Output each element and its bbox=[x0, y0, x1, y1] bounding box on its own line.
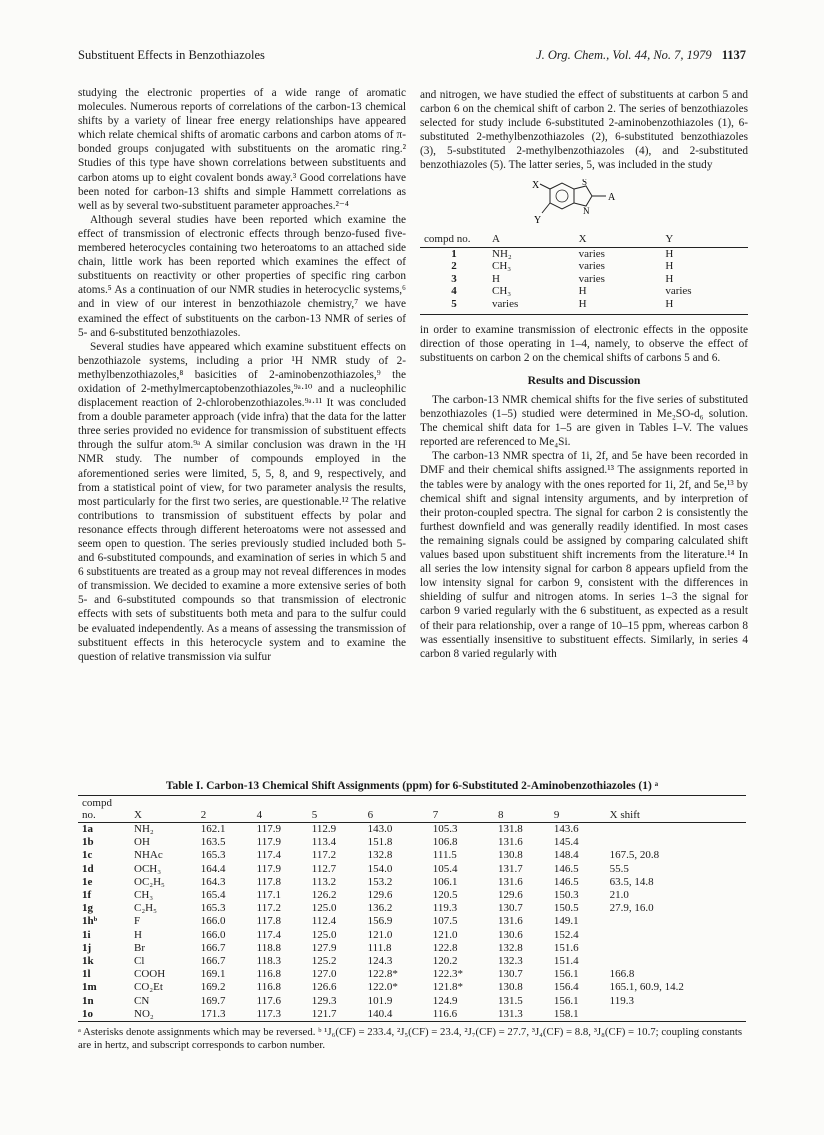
compd-header: compd no. bbox=[420, 231, 488, 248]
table-row bbox=[78, 876, 746, 889]
table-cell: 117.9 bbox=[256, 862, 281, 875]
shift-table bbox=[78, 795, 746, 1022]
table-cell: 165.4 bbox=[200, 889, 226, 902]
table-row bbox=[420, 273, 748, 286]
column-header: 6 bbox=[364, 796, 429, 823]
table-cell: 127.9 bbox=[311, 941, 337, 954]
table-cell: 156.9 bbox=[367, 915, 393, 928]
table-cell: 122.0* bbox=[367, 981, 398, 994]
table-cell: 105.4 bbox=[432, 862, 458, 875]
table-row bbox=[78, 981, 746, 994]
table-cell: H bbox=[661, 298, 748, 314]
table-cell: CH₃ bbox=[492, 285, 512, 298]
table-cell: H bbox=[492, 272, 500, 285]
table-cell: 131.6 bbox=[498, 836, 523, 849]
nitrogen-label: N bbox=[583, 205, 590, 216]
compound-table-header bbox=[420, 231, 748, 248]
substituent-y-label: Y bbox=[534, 214, 542, 226]
a-header: A bbox=[488, 231, 575, 248]
table-cell: 166.8 bbox=[609, 968, 635, 981]
substituent-x-label: X bbox=[532, 179, 540, 191]
table-row bbox=[78, 902, 746, 915]
table-row bbox=[78, 889, 746, 902]
table-cell: 119.3 bbox=[609, 994, 635, 1007]
table-cell: 117.9 bbox=[256, 836, 281, 849]
table-cell: 120.2 bbox=[432, 955, 458, 968]
table-1-caption: Table I. Carbon-13 Chemical Shift Assignments (ppm) for 6-Substituted 2-Aminobenzothiazoles (1) ᵃ bbox=[165, 780, 659, 792]
table-cell: 132.8 bbox=[367, 849, 393, 862]
table-cell: 146.5 bbox=[553, 862, 579, 875]
table-cell: 166.0 bbox=[200, 928, 226, 941]
table-cell: OH bbox=[134, 836, 150, 849]
column-header: 2 bbox=[197, 796, 253, 823]
table-row bbox=[78, 863, 746, 876]
table-cell: 164.4 bbox=[200, 862, 226, 875]
column-header: 9 bbox=[550, 796, 606, 823]
table-cell: 136.2 bbox=[367, 902, 393, 915]
table-cell: H bbox=[134, 928, 142, 941]
table-cell: 125.0 bbox=[311, 928, 337, 941]
table-cell: 121.0 bbox=[367, 928, 393, 941]
table-cell: 55.5 bbox=[609, 862, 629, 875]
table-cell: 150.3 bbox=[553, 889, 579, 902]
table-cell: 112.4 bbox=[311, 915, 337, 928]
table-cell: 1b bbox=[82, 836, 94, 849]
right-paragraph-1: and nitrogen, we have studied the effect of substituents at carbon 5 and carbon 6 on the chemical shift of carbon 2. The series of benzothiazoles selected for study include 6-substituted 2-aminobenzothiazoles (1), 6-substituted 2-methylbenzothiazoles (2), 6-substituted benzothiazoles (3), 5-substituted 2-methylbenzothiazoles (4), and 2-substituted benzothiazoles (5). The latter series, 5, was included in the study bbox=[420, 89, 748, 172]
table-cell: 126.6 bbox=[311, 981, 337, 994]
table-row bbox=[78, 836, 746, 849]
table-cell: 140.4 bbox=[367, 1007, 393, 1020]
table-cell: 165.3 bbox=[200, 902, 226, 915]
table-cell: 151.6 bbox=[553, 941, 579, 954]
table-cell: NH₂ bbox=[492, 247, 512, 260]
table-cell: H bbox=[665, 260, 674, 273]
sulfur-label: S bbox=[582, 178, 588, 187]
table-cell: 130.8 bbox=[498, 849, 523, 862]
table-cell: 117.2 bbox=[256, 902, 281, 915]
table-cell: H bbox=[665, 272, 674, 285]
table-cell: 125.0 bbox=[311, 902, 337, 915]
table-cell: 1i bbox=[82, 928, 91, 941]
table-cell: 153.2 bbox=[367, 875, 393, 888]
table-cell: varies bbox=[578, 272, 605, 285]
table-cell: 1f bbox=[82, 889, 92, 902]
left-column bbox=[78, 86, 406, 664]
table-cell: 121.8* bbox=[432, 981, 464, 994]
table-cell: 131.6 bbox=[498, 915, 523, 928]
table-row bbox=[78, 942, 746, 955]
table-cell: varies bbox=[578, 260, 605, 273]
table-cell bbox=[606, 915, 746, 928]
table-cell: 122.8 bbox=[432, 941, 458, 954]
table-cell: 130.8 bbox=[498, 981, 523, 994]
header-title: Substituent Effects in Benzothiazoles bbox=[78, 48, 265, 62]
table-cell: NHAc bbox=[134, 849, 163, 862]
table-cell: 121.7 bbox=[311, 1007, 337, 1020]
column-header: X bbox=[130, 796, 197, 823]
table-cell: 130.7 bbox=[498, 902, 523, 915]
table-cell: 112.7 bbox=[311, 862, 337, 875]
table-cell: CN bbox=[134, 994, 150, 1007]
table-cell: 156.1 bbox=[553, 968, 579, 981]
table-cell: 131.7 bbox=[498, 862, 523, 875]
table-cell: 63.5, 14.8 bbox=[609, 875, 654, 888]
table-cell: 121.0 bbox=[432, 928, 458, 941]
journal-citation: J. Org. Chem., Vol. 44, No. 7, 1979 bbox=[536, 48, 712, 62]
table-cell: 117.8 bbox=[256, 875, 281, 888]
table-cell: 1a bbox=[82, 823, 93, 835]
left-paragraph-2: Although several studies have been reported which examine the effect of transmission of electronic effects through benzo-fused five-membered heterocycles containing two heteroatoms to an attached side chain, little work has been reported which examines the effect of substituents on reactivity or other properties of specific ring carbon atoms.⁵ As a continuation of our NMR studies in heterocyclic systems,⁶ and in view of our interest in benzothiazole chemistry,⁷ we have examined the effect of substituents on the carbon-13 NMR of series of 5- and 6-substituted benzothiazoles. bbox=[78, 213, 406, 339]
table-cell bbox=[606, 942, 746, 955]
table-cell: 106.8 bbox=[432, 836, 458, 849]
table-cell: H bbox=[578, 285, 587, 298]
table-cell: 122.8* bbox=[367, 968, 398, 981]
table-cell: OCH₃ bbox=[134, 862, 162, 875]
table-cell: 125.2 bbox=[311, 955, 337, 968]
table-cell: 169.1 bbox=[200, 968, 226, 981]
table-cell: 112.9 bbox=[311, 823, 337, 835]
table-row bbox=[420, 260, 748, 273]
table-cell: 1k bbox=[82, 955, 94, 968]
table-cell: 131.6 bbox=[498, 875, 523, 888]
right-paragraph-4: The carbon-13 NMR spectra of 1i, 2f, and 5e have been recorded in DMF and their chemical shifts assigned.¹³ The assignments reported in the tables were by analogy with the ones reported for 1i, 2f, and 5e,¹³ by chemical shift and signal intensity arguments, and by interpretion of their proton-coupled spectra. The signal for carbon 2 is consistently the furthest downfield and was generally readily identified. In most cases the remaining signals could be assigned by comparing calculated shift values based upon substituent shift increments from the literature.¹⁴ In all series the low intensity signal for carbon 8 appears upfield from the low intensity signal for carbon 9, consistent with the differences in shielding of sulfur and nitrogen atoms. In series 1–3 the signal for carbon 9 varied regularly with the 6 substituent, as expected as a result of their para relationship, over a range of 10–15 ppm, whereas carbon 8 was essentially insensitive to substituent effects. Similarly, in series 4 carbon 8 varied regularly with bbox=[420, 450, 748, 660]
table-cell: 117.2 bbox=[311, 849, 337, 862]
table-cell: 166.7 bbox=[200, 955, 226, 968]
compound-table-body bbox=[420, 247, 748, 314]
table-cell: 132.8 bbox=[498, 941, 523, 954]
table-cell: 165.3 bbox=[200, 849, 226, 862]
table-cell: 129.6 bbox=[498, 889, 523, 902]
section-title: Results and Discussion bbox=[527, 373, 641, 387]
table-cell: 124.3 bbox=[367, 955, 393, 968]
table-cell: Cl bbox=[134, 955, 145, 968]
table-cell: 145.4 bbox=[553, 836, 579, 849]
x-header: X bbox=[575, 231, 662, 248]
table-cell: 130.7 bbox=[498, 968, 523, 981]
table-cell: 118.8 bbox=[256, 941, 281, 954]
table-cell: 27.9, 16.0 bbox=[609, 902, 654, 915]
table-cell: 124.9 bbox=[432, 994, 458, 1007]
table-cell: 169.7 bbox=[200, 994, 226, 1007]
table-row bbox=[78, 915, 746, 928]
table-cell: 117.1 bbox=[256, 889, 281, 902]
table-cell: 116.6 bbox=[432, 1007, 458, 1020]
table-cell bbox=[606, 836, 746, 849]
right-paragraph-3: The carbon-13 NMR chemical shifts for the five series of substituted benzothiazoles (1–5) studied were determined in Me₂SO-d₆ solution. The chemical shift data for 1–5 are given in Tables I–V. The values reported are referenced to Me₄Si. bbox=[420, 394, 748, 449]
table-row bbox=[78, 968, 746, 981]
table-cell: 117.4 bbox=[256, 849, 281, 862]
table-cell: 21.0 bbox=[609, 889, 629, 902]
table-cell bbox=[606, 929, 746, 942]
table-cell: 156.1 bbox=[553, 994, 579, 1007]
table-cell: 119.3 bbox=[432, 902, 458, 915]
table-cell: 169.2 bbox=[200, 981, 226, 994]
table-cell: 111.5 bbox=[432, 849, 457, 862]
table-cell: 1j bbox=[82, 941, 92, 954]
table-cell: 117.3 bbox=[256, 1007, 281, 1020]
table-cell: 1hᵇ bbox=[82, 915, 98, 928]
table-cell: 151.4 bbox=[553, 955, 579, 968]
table-cell: 126.2 bbox=[311, 889, 337, 902]
column-header: X shift bbox=[606, 796, 746, 823]
left-paragraph-1: studying the electronic properties of a wide range of aromatic molecules. Numerous reports of correlations of the carbon-13 chemical shifts by a variety of linear free energy relationships have appeared which relate chemical shifts of aromatic carbons and carbon atoms of π-bonded groups conjugated with substituents on the aromatic ring.² Studies of this type have shown correlations between substituents and carbon atoms up to eight covalent bonds away.³ Good correlations have been noted for carbon-13 shifts and simple Hammett correlations as well as by several two-substituent parameter approaches.²⁻⁴ bbox=[78, 87, 406, 212]
table-cell: CH₃ bbox=[134, 889, 154, 902]
column-header: 4 bbox=[253, 796, 308, 823]
table-cell: 130.6 bbox=[498, 928, 523, 941]
table-cell: 149.1 bbox=[553, 915, 579, 928]
substituent-a-label: A bbox=[608, 191, 616, 203]
table-cell: 105.3 bbox=[432, 823, 458, 835]
table-cell: varies bbox=[488, 298, 575, 314]
table-cell: 165.1, 60.9, 14.2 bbox=[609, 981, 684, 994]
table-row bbox=[78, 1008, 746, 1022]
table-cell: 107.5 bbox=[432, 915, 458, 928]
table-row bbox=[78, 929, 746, 942]
table-row bbox=[78, 995, 746, 1008]
table-cell: 116.8 bbox=[256, 968, 281, 981]
right-paragraph-2: in order to examine transmission of electronic effects in the opposite direction of those operating in 1–4, namely, to observe the effect of substituents on carbon 2 on the chemical shifts of carbons 5 and 6. bbox=[420, 323, 748, 364]
table-cell: 164.3 bbox=[200, 875, 226, 888]
table-cell: 154.0 bbox=[367, 862, 393, 875]
table-cell: 146.5 bbox=[553, 875, 579, 888]
table-cell: 101.9 bbox=[367, 994, 393, 1007]
table-cell bbox=[606, 1008, 746, 1022]
table-cell: varies bbox=[665, 285, 692, 298]
table-cell: 150.5 bbox=[553, 902, 579, 915]
y-header: Y bbox=[661, 231, 748, 248]
table-cell: 151.8 bbox=[367, 836, 393, 849]
table-cell: 2 bbox=[451, 260, 457, 273]
table-cell: 120.5 bbox=[432, 889, 458, 902]
table-cell: 1g bbox=[82, 902, 93, 915]
table-cell: 122.3* bbox=[432, 968, 464, 981]
table-cell: COOH bbox=[134, 968, 166, 981]
running-header bbox=[78, 48, 746, 63]
table-cell: 1d bbox=[82, 862, 94, 875]
benzothiazole-structure-icon bbox=[510, 179, 650, 227]
table-cell: 132.3 bbox=[498, 955, 523, 968]
table-cell: 4 bbox=[451, 285, 457, 298]
table-cell: 129.6 bbox=[367, 889, 393, 902]
table-row bbox=[78, 849, 746, 862]
table-cell: 1o bbox=[82, 1007, 93, 1020]
table-row bbox=[78, 823, 746, 837]
table-cell: 166.7 bbox=[200, 941, 226, 954]
table-cell: 3 bbox=[451, 272, 457, 285]
header-citation bbox=[536, 48, 746, 63]
table-cell: 1l bbox=[82, 968, 91, 981]
table-cell: 1e bbox=[82, 875, 93, 888]
table-cell: 131.5 bbox=[498, 994, 523, 1007]
table-cell: 166.0 bbox=[200, 915, 226, 928]
column-header: 8 bbox=[494, 796, 550, 823]
table-cell: 117.4 bbox=[256, 928, 281, 941]
table-cell: 117.8 bbox=[256, 915, 281, 928]
table-1-footnote: ᵃ Asterisks denote assignments which may be reversed. ᵇ ¹J₆(CF) = 233.4, ²J₅(CF) = 23.4, ²J₇(CF) = 27.7, ³J₄(CF) = 8.8, ³J₈(CF) = 10.7; coupling constants are in hertz, and subscript corresponds to carbon number. bbox=[78, 1026, 743, 1052]
benzothiazole-structure bbox=[420, 179, 748, 227]
table-cell: H bbox=[665, 247, 674, 260]
table-cell: 143.0 bbox=[367, 823, 393, 835]
table-cell: 116.8 bbox=[256, 981, 281, 994]
table-cell: CH₃ bbox=[492, 260, 512, 273]
table-cell: 158.1 bbox=[553, 1007, 579, 1020]
table-cell: 143.6 bbox=[553, 823, 579, 835]
table-cell: 167.5, 20.8 bbox=[609, 849, 660, 862]
table-cell: NH₂ bbox=[134, 823, 154, 835]
page-number: 1137 bbox=[721, 48, 746, 62]
table-cell: 1c bbox=[82, 849, 93, 862]
table-cell: F bbox=[134, 915, 141, 928]
table-cell: 129.3 bbox=[311, 994, 337, 1007]
table-cell: 156.4 bbox=[553, 981, 579, 994]
left-paragraph-3: Several studies have appeared which examine substituent effects on benzothiazole systems, including a prior ¹H NMR study of 2-methylbenzothiazoles,⁸ basicities of 2-aminobenzothiazoles,⁹ the oxidation of 2-methylmercaptobenzothiazoles,⁹ᵃ·¹⁰ and a nucleophilic displacement reaction of 2-chlorobenzothiazoles.⁹ᵃ·¹¹ It was concluded from a double parameter approach (vide infra) that the data for the latter three series provided no evidence for transmission of substituent effects through the sulfur atom.⁹ᵃ A similar conclusion was drawn in the ¹H NMR study. The number of compounds employed in the aforementioned series were limited, 5, 5, 8, and 9, respectively, and from a statistical point of view, for two parameter analysis the results, most particularly for the first two series, are questionable.¹² The relative contributions to transmission of substituent effects by polar and resonance effects through different heteroatoms were not assessed and seem open to question. The series previously studied included both 5- and 6-substituted compounds, and examination of series in which 5 and 6 substituents are treated as a group may not reveal differences in modes of transmission. We decided to examine a more extensive series of both 5- and 6-substituted compounds so that transmission of electronic effects with sets of substituents both meta and para to the sulfur could be evaluated independently. As a means of assessing the transmission of substituent effects in this heterocycle system and to examine the question of relative transmission via sulfur bbox=[78, 340, 406, 663]
table-1 bbox=[78, 780, 746, 1052]
table-cell: Br bbox=[134, 941, 145, 954]
table-row bbox=[420, 298, 748, 314]
table-cell: H bbox=[575, 298, 662, 314]
table-cell: C₂H₅ bbox=[134, 902, 157, 915]
table-cell: 118.3 bbox=[256, 955, 281, 968]
table-cell: 113.2 bbox=[311, 875, 337, 888]
table-cell: 163.5 bbox=[200, 836, 226, 849]
table-cell: 1n bbox=[82, 994, 94, 1007]
table-cell: 113.4 bbox=[311, 836, 337, 849]
table-cell: 117.6 bbox=[256, 994, 281, 1007]
shift-table-header bbox=[78, 796, 746, 823]
table-cell: 162.1 bbox=[200, 823, 226, 835]
table-cell: OC₂H₅ bbox=[134, 875, 165, 888]
table-cell: CO₂Et bbox=[134, 981, 163, 994]
shift-table-body bbox=[78, 823, 746, 1022]
table-cell: 152.4 bbox=[553, 928, 579, 941]
table-cell bbox=[606, 955, 746, 968]
table-cell: 117.9 bbox=[256, 823, 281, 835]
column-header: compd no. bbox=[78, 796, 130, 823]
table-cell: varies bbox=[578, 247, 605, 260]
table-cell: 1m bbox=[82, 981, 97, 994]
table-cell: 111.8 bbox=[367, 941, 392, 954]
compound-table bbox=[420, 231, 748, 315]
column-header: 7 bbox=[429, 796, 494, 823]
table-cell bbox=[606, 823, 746, 837]
table-cell: 171.3 bbox=[200, 1007, 226, 1020]
right-column bbox=[420, 88, 748, 661]
table-cell: 127.0 bbox=[311, 968, 337, 981]
table-cell: 131.3 bbox=[498, 1007, 523, 1020]
table-cell: 106.1 bbox=[432, 875, 458, 888]
table-row bbox=[78, 955, 746, 968]
column-header: 5 bbox=[308, 796, 364, 823]
table-row bbox=[420, 247, 748, 260]
table-cell: NO₂ bbox=[134, 1007, 154, 1020]
table-cell: 1 bbox=[451, 247, 457, 260]
table-cell: 131.8 bbox=[498, 823, 523, 835]
table-row bbox=[420, 285, 748, 298]
table-cell: 148.4 bbox=[553, 849, 579, 862]
table-cell: 5 bbox=[420, 298, 488, 314]
